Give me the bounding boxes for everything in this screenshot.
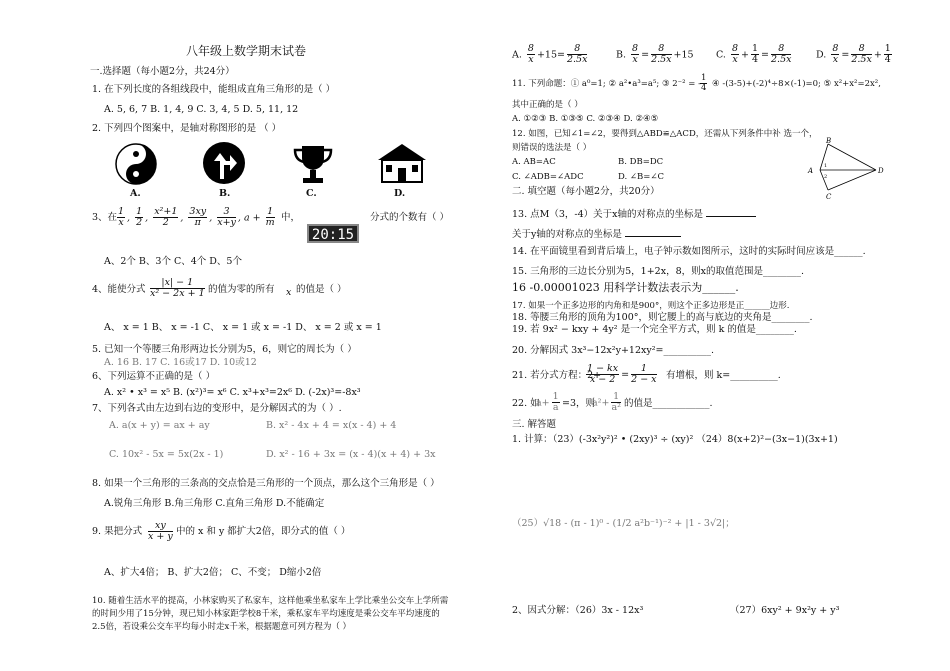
angle-label-1: 1	[824, 163, 828, 169]
question-22-intro: 22. 如	[512, 398, 540, 409]
question-10-option-a: A. $\frac{8}{x}$ +15= $\frac{8}{2.5x}$	[512, 43, 588, 66]
question-12-option-a: A. AB=AC	[512, 157, 556, 167]
question-16: 16 -0.00001023 用科学计数法表示为______.	[512, 281, 739, 294]
question-10-option-b: B. $\frac{8}{x}$ = $\frac{8}{2.5x}$ +15	[616, 43, 694, 66]
question-4-var: x	[286, 287, 292, 298]
question-12-option-b: B. DB=DC	[618, 157, 664, 167]
question-7-option-b: B. x² - 4x + 4 = x(x - 4) + 4	[266, 420, 397, 431]
question-4-tail: 的值是（ ）	[296, 284, 347, 295]
q2-label-c: C.	[306, 188, 317, 199]
question-11-part2: ④ -(3-5)+(-2)⁴÷8×(-1)=0; ⑤ x²+x²=2x²,	[712, 79, 881, 89]
section-2-heading: 二. 填空题（每小题2分，共20分）	[512, 186, 660, 197]
vertex-label-a: A	[808, 167, 814, 175]
question-21-fractions: $\frac{1 - kx}{x - 2}$ = $\frac{1}{2 - x}$	[587, 363, 657, 386]
question-10-line3: 2.5倍，若设乘公交车平均每小时走x千米，根据题意可列方程为（ ）	[92, 622, 352, 632]
vertex-label-c: C	[826, 193, 832, 201]
question-3-fractions: $\frac{1}{x}$ , $\frac{1}{2}$ , $\frac{\text{x²+1}}{2}$ , $\frac{3xy}{\pi}$ , $\frac{3}{x+y}$ , a + $\frac{1}{m}$	[118, 206, 275, 229]
exam-title: 八年级上数学期末试卷	[186, 44, 307, 58]
question-19: 19. 若 9x² − kxy + 4y² 是一个完全平方式，则 k 的值是________.	[512, 324, 797, 335]
question-6-options: A. x² • x³ = x⁵ B. (x²)³= x⁶ C. x³+x³=2x⁶ D. (-2x)³=-8x³	[104, 387, 361, 398]
question-15: 15. 三角形的三边长分别为5，1+2x，8，则x的取值范围是________.	[512, 266, 805, 277]
question-8-options: A.锐角三角形 B.角三角形 C.直角三角形 D.不能确定	[104, 498, 325, 509]
question-7: 7、下列各式由左边到右边的变形中，是分解因式的为（ ）.	[92, 403, 342, 414]
question-4-options: A、 x = 1 B、 x = -1 C、 x = 1 或 x = -1 D、 x = 2 或 x = 1	[104, 322, 382, 333]
question-11-fraction: $\frac{1}{4}$	[701, 73, 707, 94]
compute-25: （25）√18 - (π - 1)⁰ - (1/2 a²b⁻¹)⁻² + |1 - 3√2|；	[512, 518, 735, 529]
question-22-mid: =3，则	[562, 398, 596, 409]
question-11-options: A. ①②③ B. ①③⑤ C. ②③④ D. ②④⑤	[512, 114, 659, 124]
question-13-line1: 13. 点M（3，-4）关于x轴的对称点的坐标是	[512, 207, 756, 221]
question-11-part1: 11. 下列命题：① a⁰=1; ② a²•a³=a⁵; ③ 2⁻² = -	[512, 79, 701, 89]
vertex-label-b: B	[826, 137, 832, 145]
factor-27: （27）6xy² + 9x²y + y³	[730, 605, 840, 616]
question-2: 2. 下列四个图案中，是轴对称图形的是 （ ）	[92, 123, 282, 134]
section-1-heading: 一.选择题（每小题2分，共24分）	[90, 66, 235, 77]
question-9-fraction: $\frac{xy}{x + y}$	[148, 520, 173, 543]
yin-yang-icon	[112, 140, 160, 188]
question-20: 20. 分解因式 3x³−12x²y+12xy²=__________.	[512, 345, 715, 356]
question-14: 14. 在平面镜里看到背后墙上，电子钟示数如图所示，这时的实际时间应该是______.	[512, 246, 866, 257]
digital-clock-display: 20:15	[307, 224, 359, 243]
question-22-expr2: a²+ $\frac{1}{\text{a²}}$	[592, 391, 621, 414]
question-22-tail: 的值是____________.	[624, 398, 713, 409]
question-9-intro: 9. 果把分式	[92, 526, 143, 537]
q2-label-b: B.	[219, 188, 231, 199]
triangle-figure	[806, 136, 886, 202]
angle-label-2: 2	[824, 174, 828, 180]
question-10-option-c: C. $\frac{8}{x}$ + $\frac{1}{4}$ = $\frac{8}{2.5x}$	[716, 43, 792, 66]
question-4-mid: 的值为零的所有	[208, 284, 275, 295]
compute-23-24: 1. 计算：（23）(-3x²y²)² • (2xy)³ ÷ (xy)² （24）8(x+2)²−(3x−1)(3x+1)	[512, 434, 838, 445]
question-22-expr1: a+ $\frac{1}{a}$	[536, 391, 559, 414]
q2-label-a: A.	[130, 188, 141, 199]
question-9-tail: 中的 x 和 y 都扩大2倍，即分式的值（ ）	[176, 526, 351, 537]
house-icon	[374, 138, 430, 186]
question-12-option-c: C. ∠ADB=∠ADC	[512, 172, 584, 182]
question-5: 5. 已知一个等腰三角形两边长分别为5，6，则它的周长为（ ）	[92, 344, 357, 355]
question-8: 8. 如果一个三角形的三条高的交点恰是三角形的一个顶点，那么这个三角形是（ ）	[92, 478, 440, 489]
question-21-intro: 21. 若分式方程：2+	[512, 370, 602, 381]
question-1: 1. 在下列长度的各组线段中，能组成直角三角形的是（ ）	[92, 84, 336, 95]
factor-26: 2、因式分解：（26）3x - 12x³	[512, 605, 644, 616]
question-3-mid: 中，	[281, 212, 301, 223]
question-3-options: A、2个 B、3个 C、4个 D、5个	[104, 256, 242, 267]
question-9-options: A、扩大4倍； B、扩大2倍； C、不变； D缩小2倍	[104, 567, 322, 578]
question-12-option-d: D. ∠B=∠C	[618, 172, 665, 182]
question-17: 17. 如果一个正多边形的内角和是900°，则这个正多边形是正______边形.	[512, 301, 790, 311]
question-7-option-d: D. x² - 16 + 3x = (x - 4)(x + 4) + 3x	[266, 449, 436, 460]
question-5-options: A. 16 B. 17 C. 16或17 D. 10或12	[104, 357, 257, 368]
question-3-intro: 3、在	[92, 212, 118, 223]
vertex-label-d: D	[878, 167, 884, 175]
question-12-line2: 则错误的选法是（ ）	[512, 143, 592, 153]
q2-label-d: D.	[394, 188, 406, 199]
question-21-tail: 有增根，则 k=__________.	[666, 370, 781, 381]
section-3-heading: 三. 解答题	[512, 419, 557, 430]
question-10-line2: 的时间少用了15分钟，现已知小林家距学校8千米，乘私家车平均速度是乘公交车平均速度的	[92, 609, 440, 619]
question-7-option-a: A. a(x + y) = ax + ay	[109, 420, 210, 431]
question-12-line1: 12. 如图，已知∠1=∠2，要得到△ABD≌△ACD，还需从下列条件中补 选一个，	[512, 129, 818, 139]
question-7-option-c: C. 10x² - 5x = 5x(2x - 1)	[109, 449, 224, 460]
question-13-line2: 关于y轴的对称点的坐标是	[512, 227, 681, 241]
question-10-option-d: D. $\frac{8}{x}$ = $\frac{8}{2.5x}$ + $\frac{1}{4}$	[816, 43, 891, 66]
question-6: 6、下列运算不正确的是（ ）	[92, 371, 216, 382]
question-4-fraction: $\frac{|x| - 1}{\text{x² − 2x + 1}}$	[150, 277, 205, 300]
question-1-options: A. 5, 6, 7 B. 1, 4, 9 C. 3, 4, 5 D. 5, 11, 12	[104, 104, 299, 115]
question-10-line1: 10. 随着生活水平的提高，小林家购买了私家车，这样他乘坐私家车上学比乘坐公交车上学所需	[92, 596, 449, 606]
question-11-ask: 其中正确的是（ ）	[512, 100, 583, 110]
question-4-intro: 4、能使分式	[92, 284, 146, 295]
turn-sign-icon	[200, 139, 248, 187]
trophy-icon	[290, 142, 336, 186]
question-18: 18. 等腰三角形的顶角为100°，则它腰上的高与底边的夹角是________.	[512, 312, 813, 323]
question-3-tail: 分式的个数有（ ）	[370, 212, 450, 223]
